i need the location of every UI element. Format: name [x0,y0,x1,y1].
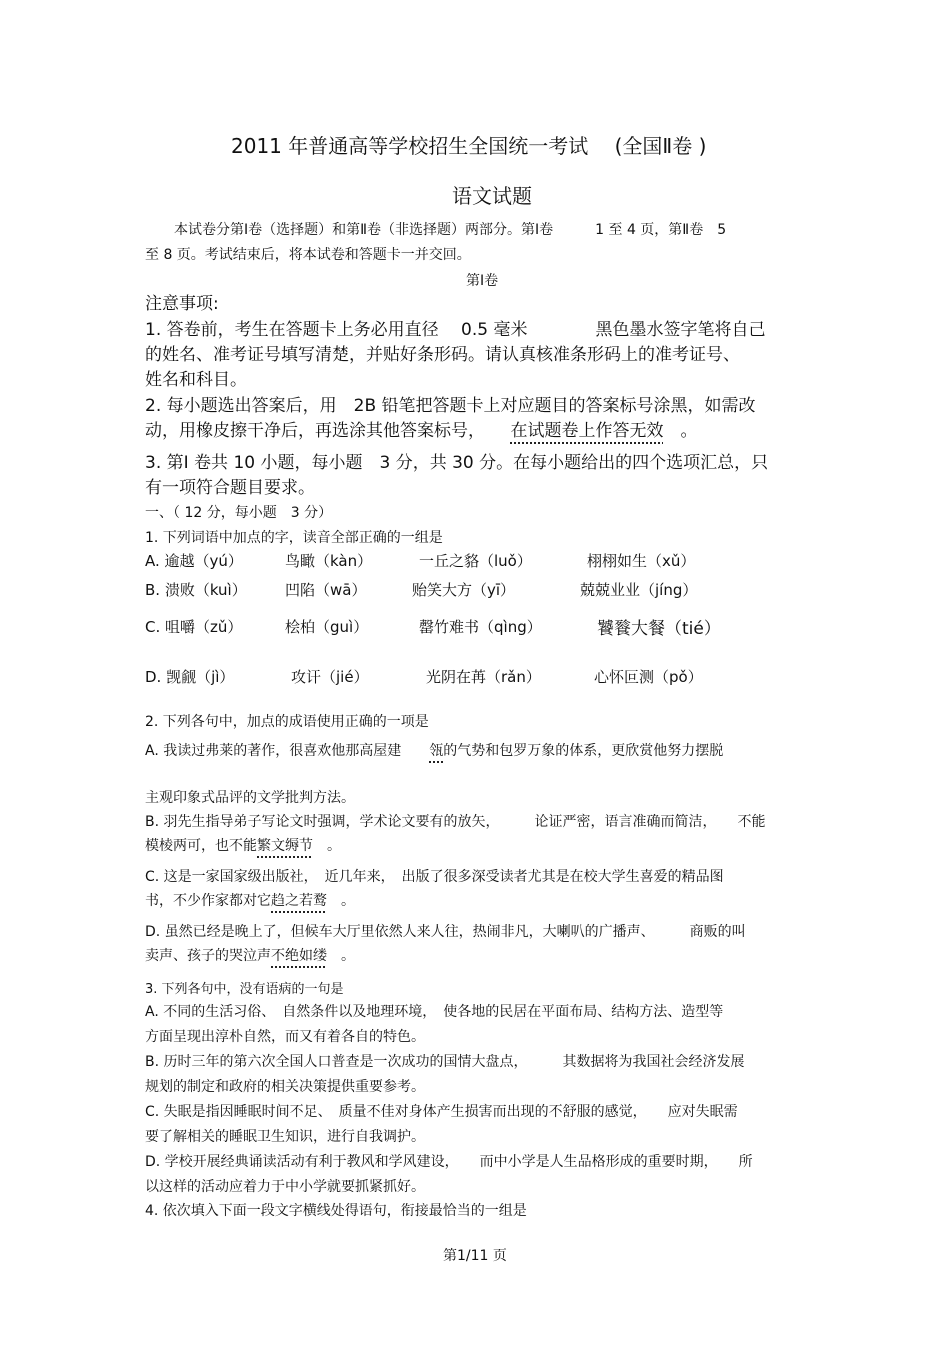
q2-option-c-line-1: C. 这是一家国家级出版社， 近几年来， 出版了很多深受读者尤其是在校大学生喜爱的精品图 [145,869,724,885]
q3-line-8: 以这样的活动应着力于中小学就要抓紧抓好。 [145,1179,425,1195]
q2-d-end: 。 [327,948,355,964]
notice-2-line-2 [145,419,698,444]
exam-title: 2011 年普通高等学校招生全国统一考试 (全国Ⅱ卷 ) [231,134,707,158]
q3-line-1: A. 不同的生活习俗、 自然条件以及地理环境， 使各地的民居在平面布局、结构方法、造型等 [145,1004,724,1020]
q1-d-4: 心怀叵测（pǒ） [594,668,703,686]
q1-c-2: 桧柏（guì） [285,618,369,636]
q1-d-1: D. 觊觎（jì） [145,668,235,686]
q1-d-2: 攻讦（jié） [291,668,369,686]
q2-b-emphasis: 繁文缛节 [257,838,313,854]
q2-c-text: 书，不少作家都对它 [145,893,271,909]
intro-line-2: 至 8 页。考试结束后，将本试卷和答题卡一并交回。 [145,247,471,263]
notice-2-emphasis: 在试题卷上作答无效 [510,421,664,441]
q1-stem: 1. 下列词语中加点的字，读音全部正确的一组是 [145,530,443,546]
q3-line-7: D. 学校开展经典诵读活动有利于教风和学风建设， 而中小学是人生品格形成的重要时期， 所 [145,1154,753,1170]
q2-d-text: 卖声、孩子的哭泣声 [145,948,271,964]
q2-option-b-line-2 [145,835,341,855]
q3-line-5: C. 失眠是指因睡眠时间不足、 质量不佳对身体产生损害而出现的不舒服的感觉， 应对失眠需 [145,1104,738,1120]
q1-c-3: 罄竹难书（qìng） [419,618,542,636]
q2-a-emphasis: 瓴 [429,743,444,759]
q2-option-d-line-1: D. 虽然已经是晚上了，但候车大厅里依然人来人往，热闹非凡，大喇叭的广播声、 商贩的叫 [145,924,746,940]
q1-a-1: A. 逾越（yú） [145,552,243,570]
q4-stem: 4. 依次填入下面一段文字横线处得语句，衔接最恰当的一组是 [145,1203,527,1219]
notice-2-end: 。 [663,421,698,441]
notice-heading: 注意事项: [145,294,219,314]
q2-b-text: 模棱两可，也不能 [145,838,257,854]
q1-b-4: 兢兢业业（jíng） [580,581,698,599]
q2-a-text-end: 的气势和包罗万象的体系，更欣赏他努力摆脱 [443,743,724,759]
q2-stem: 2. 下列各句中，加点的成语使用正确的一项是 [145,714,429,730]
q1-a-3: 一丘之貉（luǒ） [419,552,532,570]
q1-c-1: C. 咀嚼（zǔ） [145,618,243,636]
part-1-header: 一、（ 12 分，每小题 3 分） [145,505,333,521]
q2-b-end: 。 [313,838,341,854]
q3-line-2: 方面呈现出淳朴自然，而又有着各自的特色。 [145,1029,425,1045]
section-label: 第Ⅰ卷 [466,273,499,289]
page-number: 第1/11 页 [443,1248,507,1264]
q3-line-6: 要了解相关的睡眠卫生知识，进行自我调护。 [145,1129,425,1145]
q2-a-text: A. 我读过弗莱的著作，很喜欢他那高屋建 [145,743,430,759]
intro-line-1: 本试卷分第Ⅰ卷（选择题）和第Ⅱ卷（非选择题）两部分。第Ⅰ卷 1 至 4 页，第Ⅱ卷 5 [174,222,727,238]
q2-option-a-line-1 [145,740,723,760]
notice-2-line-1: 2. 每小题选出答案后，用 2B 铅笔把答题卡上对应题目的答案标号涂黑，如需改 [145,396,756,416]
exam-subtitle: 语文试题 [452,184,532,208]
q1-c-4: 饕餮大餐（tié） [597,619,721,639]
q2-d-emphasis: 不绝如缕 [271,948,327,964]
q2-c-emphasis: 趋之若鹜 [271,893,327,909]
notice-2-text: 动，用橡皮擦干净后，再选涂其他答案标号， [145,421,511,441]
q2-option-b-line-1: B. 羽先生指导弟子写论文时强调，学术论文要有的放矢， 论证严密，语言准确而简洁， 不能 [145,814,766,830]
q2-option-a-line-2: 主观印象式品评的文学批判方法。 [145,790,355,806]
q1-d-3: 光阴在苒（rǎn） [426,668,541,686]
notice-1-line-2: 的姓名、准考证号填写清楚，并贴好条形码。请认真核准条形码上的准考证号、 [145,345,740,365]
q1-b-2: 凹陷（wā） [285,581,367,599]
q3-stem: 3. 下列各句中，没有语病的一句是 [145,982,344,997]
notice-3-line-1: 3. 第Ⅰ 卷共 10 小题，每小题 3 分，共 30 分。在每小题给出的四个选项汇总，只 [145,453,769,473]
q3-line-4: 规划的制定和政府的相关决策提供重要参考。 [145,1079,425,1095]
notice-1-line-3: 姓名和科目。 [145,370,247,390]
q1-a-4: 栩栩如生（xǔ） [587,552,696,570]
q2-option-c-line-2 [145,890,355,910]
q2-c-end: 。 [327,893,355,909]
notice-3-line-2: 有一项符合题目要求。 [145,478,315,498]
notice-1-line-1: 1. 答卷前，考生在答题卡上务必用直径 0.5 毫米 黑色墨水签字笔将自己 [145,320,766,340]
q1-b-1: B. 溃败（kuì） [145,581,247,599]
q3-line-3: B. 历时三年的第六次全国人口普查是一次成功的国情大盘点， 其数据将为我国社会经济发展 [145,1054,745,1070]
q1-b-3: 贻笑大方（yī） [412,581,516,599]
q2-option-d-line-2 [145,945,355,965]
q1-a-2: 鸟瞰（kàn） [285,552,373,570]
